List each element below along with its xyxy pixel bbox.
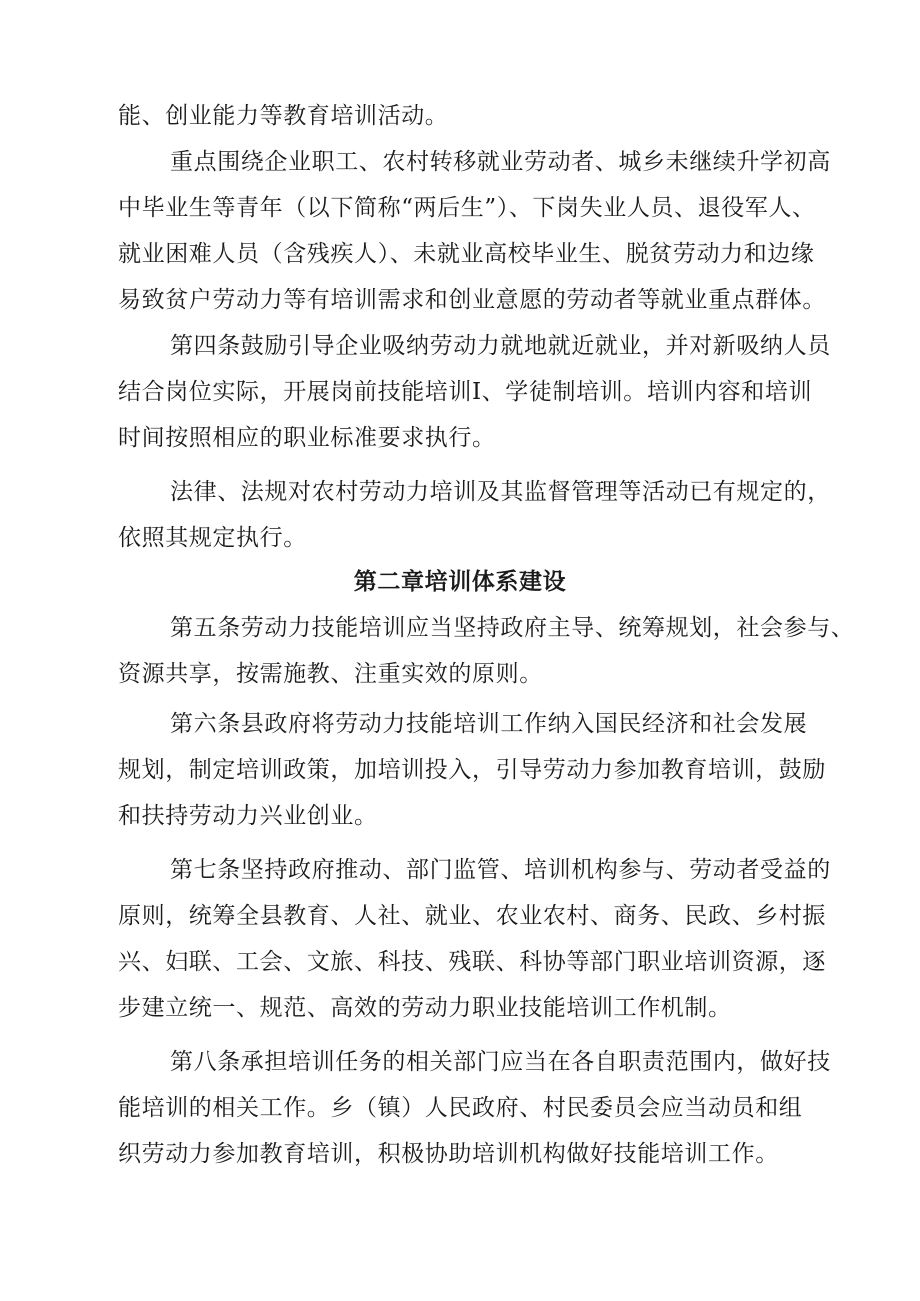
text-line: 第五条劳动力技能培训应当坚持政府主导、统筹规划，社会参与、: [170, 615, 855, 641]
chapter-heading: 第二章培训体系建设: [353, 569, 567, 595]
text-line: 就业困难人员（含残疾人）、未就业高校毕业生、脱贫劳动力和边缘: [118, 241, 815, 267]
text-line: 规划，制定培训政策，加培训投入，引导劳动力参加教育培训，鼓励: [118, 757, 826, 783]
text-line: 第八条承担培训任务的相关部门应当在各自职责范围内，做好技: [170, 1049, 831, 1075]
text-line: 中毕业生等青年（以下简称“两后生”）、下岗失业人员、退役军人、: [118, 195, 816, 221]
text-line: 资源共享，按需施教、注重实效的原则。: [118, 661, 543, 687]
text-line: 时间按照相应的职业标准要求执行。: [118, 425, 496, 451]
text-line: 重点围绕企业职工、农村转移就业劳动者、城乡未继续升学初高: [170, 149, 831, 175]
text-line: 和扶持劳动力兴业创业。: [118, 803, 378, 829]
text-line: 原则，统筹全县教育、人社、就业、农业农村、商务、民政、乡村振: [118, 903, 826, 929]
text-line: 能培训的相关工作。乡（镇）人民政府、村民委员会应当动员和组: [118, 1095, 803, 1121]
text-line: 织劳动力参加教育培训，积极协助培训机构做好技能培训工作。: [118, 1141, 779, 1167]
text-line: 结合岗位实际，开展岗前技能培训I、学徒制培训。培训内容和培训: [118, 379, 813, 405]
text-line: 兴、妇联、工会、文旅、科技、残联、科协等部门职业培训资源，逐: [118, 949, 826, 975]
text-line: 法律、法规对农村劳动力培训及其监督管理等活动已有规定的，: [170, 479, 831, 505]
text-line: 第四条鼓励引导企业吸纳劳动力就地就近就业，并对新吸纳人员: [170, 333, 831, 359]
text-line: 易致贫户劳动力等有培训需求和创业意愿的劳动者等就业重点群体。: [118, 287, 826, 313]
text-line: 第六条县政府将劳动力技能培训工作纳入国民经济和社会发展: [170, 711, 808, 737]
text-line: 第七条坚持政府推动、部门监管、培训机构参与、劳动者受益的: [170, 857, 831, 883]
text-line: 依照其规定执行。: [118, 525, 307, 551]
text-line: 能、创业能力等教育培训活动。: [118, 103, 449, 129]
text-line: 步建立统一、规范、高效的劳动力职业技能培训工作机制。: [118, 995, 732, 1021]
